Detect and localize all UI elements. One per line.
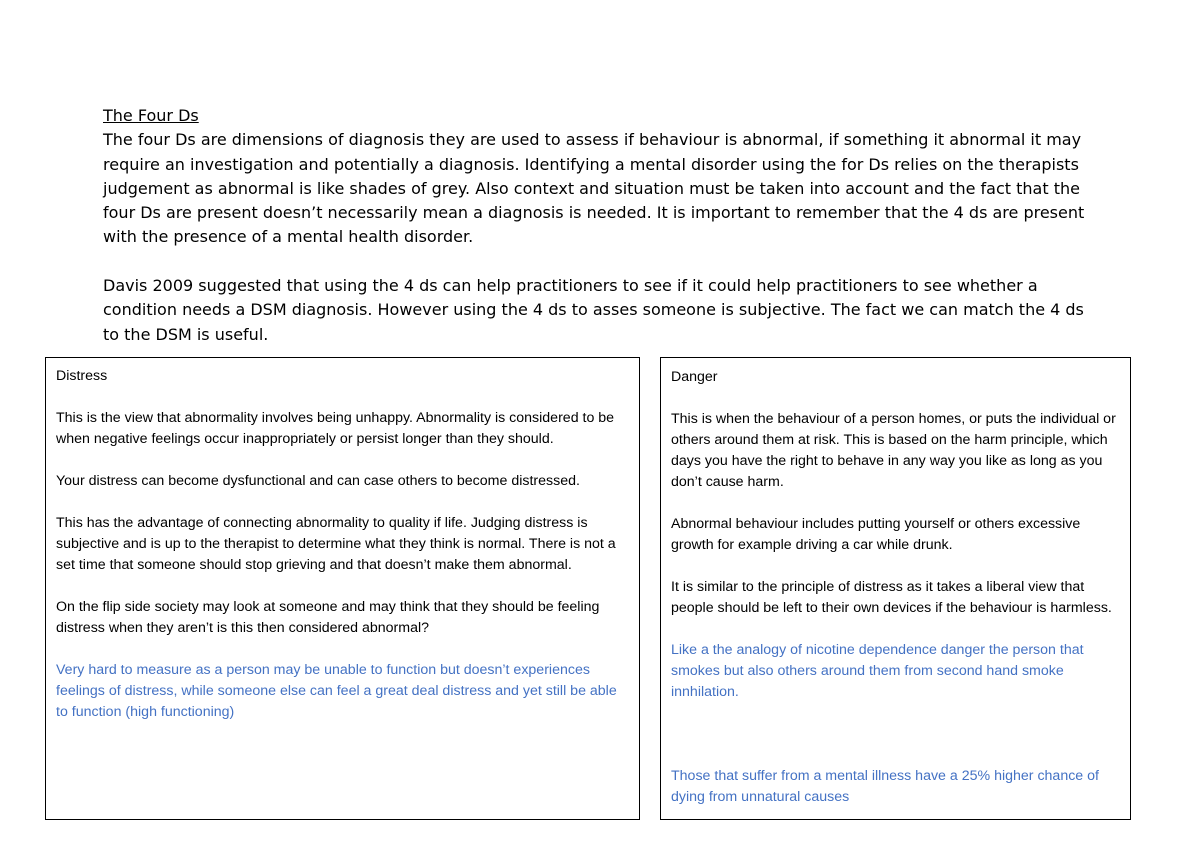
distress-paragraph-2: Your distress can become dysfunctional and can case others to become distressed. <box>56 473 580 489</box>
danger-title: Danger <box>671 369 718 385</box>
danger-spacer <box>671 724 1120 766</box>
danger-paragraph-2: Abnormal behaviour includes putting yourself or others excessive growth for example driving a car while drunk. <box>671 516 1081 553</box>
danger-paragraph-3: It is similar to the principle of distress as it takes a liberal view that people should be left to their own devices if the behaviour is harmless. <box>671 579 1112 616</box>
danger-paragraph-1: This is when the behaviour of a person homes, or puts the individual or others around them at risk. This is based on the harm principle, which days you have the right to behave in any way you like as long as you don’t cause harm. <box>671 411 1116 490</box>
distress-paragraph-4: On the flip side society may look at someone and may think that they should be feeling distress when they aren’t is this then considered abnormal? <box>56 599 600 636</box>
distress-paragraph-1: This is the view that abnormality involves being unhappy. Abnormality is considered to be when negative feelings occur inappropriately or persist longer than they should. <box>56 410 615 447</box>
intro-section <box>103 104 1103 347</box>
intro-paragraph-1: The four Ds are dimensions of diagnosis they are used to assess if behaviour is abnormal, if something it abnormal it may require an investigation and potentially a diagnosis. Identifying a mental disorder using the for Ds relies on the therapists judgement as abnormal is like shades of grey. Also context and situation must be taken into account and the fact that the four Ds are present doesn’t necessarily mean a diagnosis is needed. It is important to remember that the 4 ds are present with the presence of a mental health disorder. <box>103 130 1085 247</box>
distress-note: Very hard to measure as a person may be unable to function but doesn’t experiences feelings of distress, while someone else can feel a great deal distress and yet still be able to function (high functioning) <box>56 662 617 720</box>
danger-note-2: Those that suffer from a mental illness have a 25% higher chance of dying from unnatural causes <box>671 768 1099 805</box>
danger-box <box>660 357 1131 820</box>
danger-note-1: Like a the analogy of nicotine dependence danger the person that smokes but also others around them from second hand smoke innhilation. <box>671 642 1084 700</box>
distress-paragraph-3: This has the advantage of connecting abnormality to quality if life. Judging distress is subjective and is up to the therapist to determine what they think is normal. There is not a set time that someone should stop grieving and that doesn’t make them abnormal. <box>56 515 616 573</box>
page-title: The Four Ds <box>103 106 199 125</box>
distress-box <box>45 357 640 820</box>
intro-paragraph-2: Davis 2009 suggested that using the 4 ds can help practitioners to see if it could help practitioners to see whether a condition needs a DSM diagnosis. However using the 4 ds to asses someone is subjective. The fact we can match the 4 ds to the DSM is useful. <box>103 276 1084 344</box>
distress-title: Distress <box>56 368 108 384</box>
